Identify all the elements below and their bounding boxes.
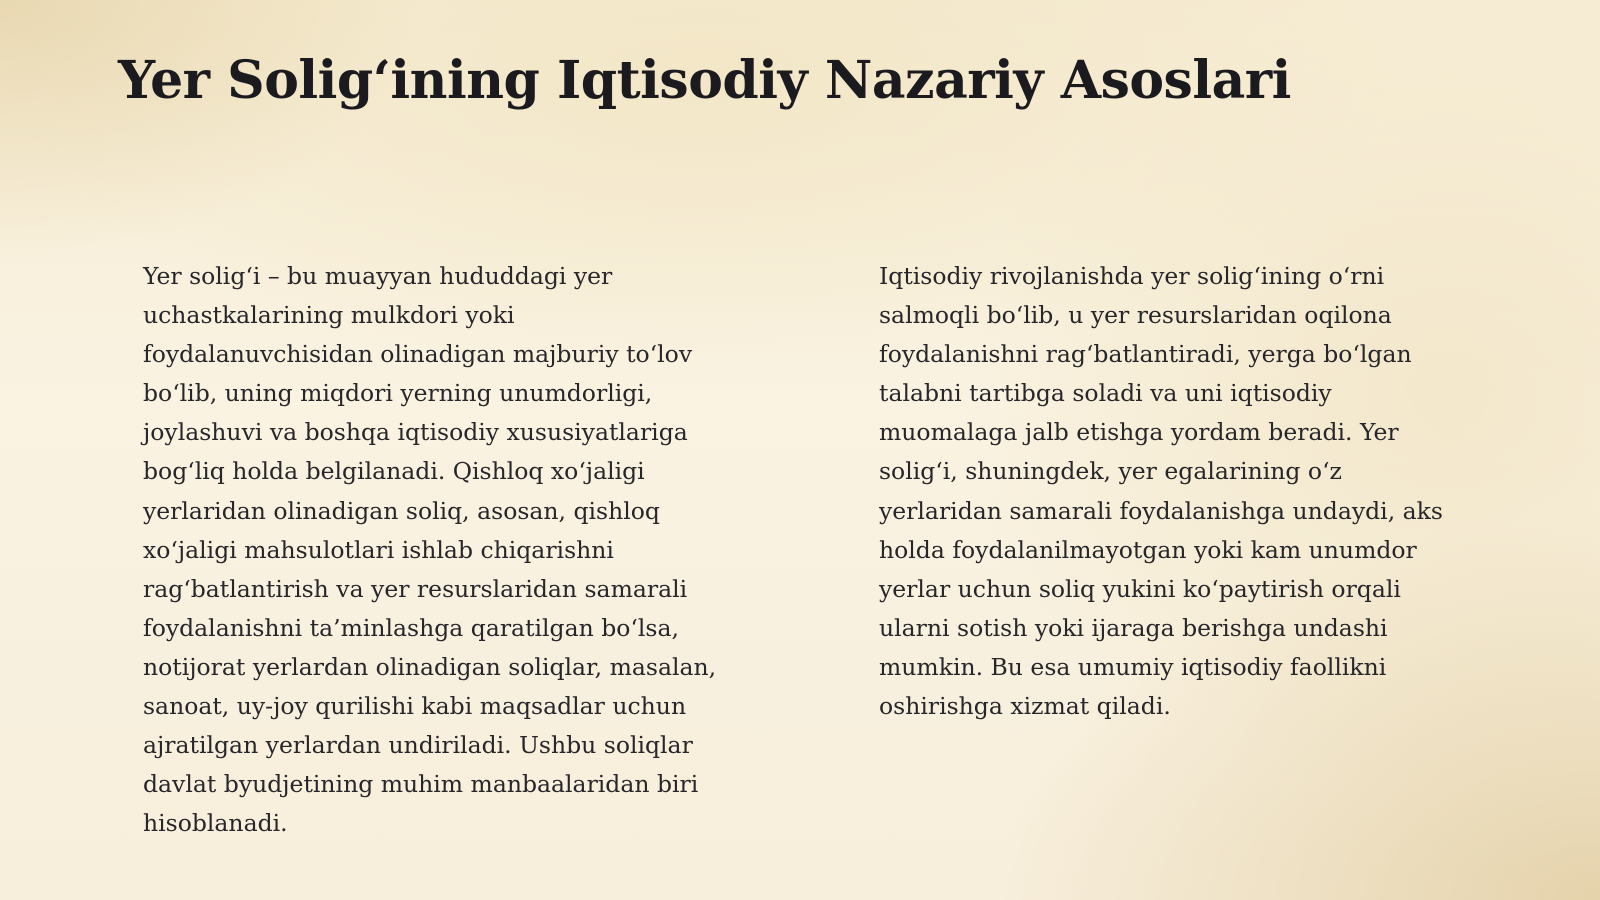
right-text-column: Iqtisodiy rivojlanishda yer solig‘ining o‘rni salmoqli bo‘lib, u yer resurslaridan oqilona foydalanishni rag‘batlantiradi, yerga bo‘lgan talabni tartibga soladi va uni iqtisodiy muomalaga jalb etishga yordam beradi. Yer solig‘i, shuningdek, yer egalarining o‘z yerlaridan samarali foydalanishga undaydi, aks holda foydalanilmayotgan yoki kam unumdor yerlar uchun soliq yukini ko‘paytirish orqali ularni sotish yoki ijaraga berishga undashi mumkin. Bu esa umumiy iqtisodiy faollikni oshirishga xizmat qiladi.	[879, 262, 1443, 721]
left-text-column: Yer solig‘i – bu muayyan hududdagi yer uchastkalarining mulkdori yoki foydalanuvchisidan olinadigan majburiy to‘lov bo‘lib, uning miqdori yerning unumdorligi, joylashuvi va boshqa iqtisodiy xususiyatlariga bog‘liq holda belgilanadi. Qishloq xo‘jaligi yerlaridan olinadigan soliq, asosan, qishloq xo‘jaligi mahsulotlari ishlab chiqarishni rag‘batlantirish va yer resurslaridan samarali foydalanishni ta’minlashga qaratilgan bo‘lsa, notijorat yerlardan olinadigan soliqlar, masalan, sanoat, uy-joy qurilishi kabi maqsadlar uchun ajratilgan yerlardan undiriladi. Ushbu soliqlar davlat byudjetining muhim manbaalaridan biri hisoblanadi.	[143, 262, 717, 838]
slide-title: Yer Solig‘ining Iqtisodiy Nazariy Asoslari	[118, 50, 1291, 111]
